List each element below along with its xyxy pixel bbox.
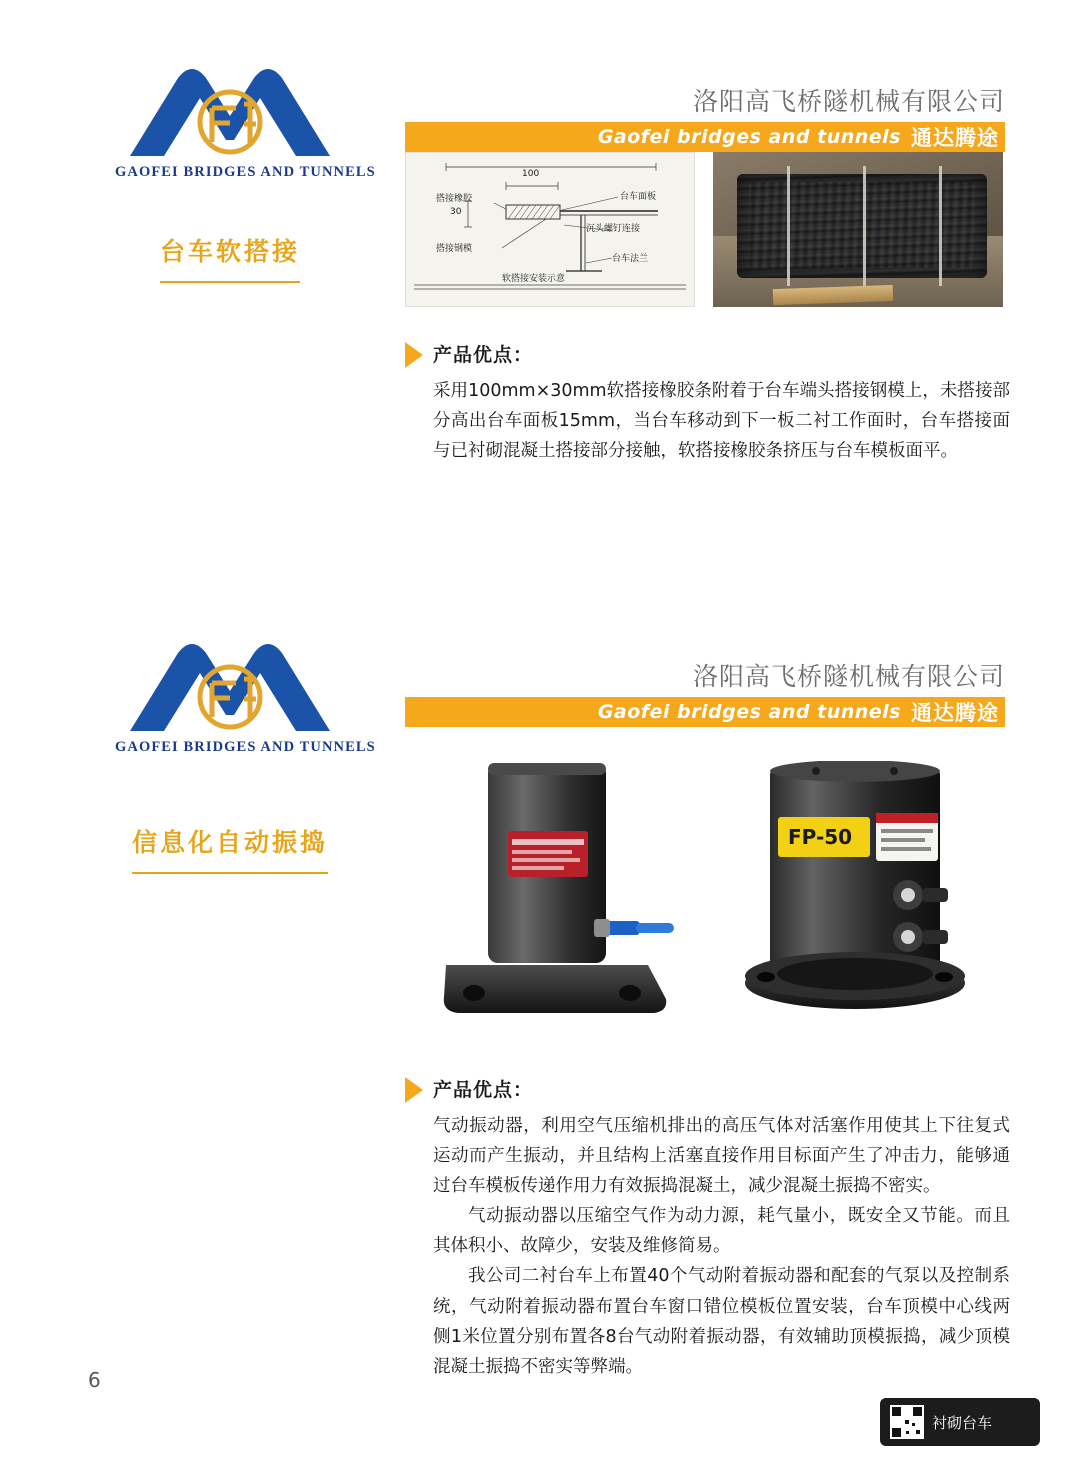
rubber-strip-photo (713, 152, 1003, 307)
pneumatic-vibrator-photo-vertical (730, 761, 1000, 1041)
section-2-banner (405, 663, 1005, 727)
advantage-body (433, 376, 1010, 466)
coil-strap-right (939, 166, 942, 286)
advantage-title: 产品优点： (433, 344, 534, 366)
advantage-header (405, 340, 1010, 368)
drawing-label-1: 100 (522, 169, 540, 179)
drawing-label-4: 搭接钢模 (436, 244, 473, 254)
banner-company-name-en: Gaofei bridges and tunnels (597, 125, 901, 148)
coil-strap-mid (863, 166, 866, 286)
vibrator-vertical-icon (730, 761, 1000, 1041)
drawing-label-7: 软搭接安装示意 (502, 274, 566, 284)
advantage-title: 产品优点： (433, 1079, 534, 1101)
drawing-label-5: 沉头螺钉连接 (586, 224, 641, 234)
section-1-left-column (80, 60, 380, 283)
triangle-bullet-icon (405, 342, 423, 368)
advantage-paragraph: 气动振动器以压缩空气作为动力源，耗气量小，既安全又节能。而且其体积小、故障少，安装及维修简易。 (433, 1206, 1010, 1257)
advantage-header (405, 1075, 1010, 1103)
section-2-title: 信息化自动振捣 (132, 823, 328, 874)
section-2-photos (430, 753, 1020, 1053)
section-1-title: 台车软搭接 (160, 232, 300, 283)
logo-mark-icon (120, 635, 340, 735)
banner-slogan: 通达腾途 (911, 125, 999, 150)
triangle-bullet-icon (405, 1077, 423, 1103)
section-2-left-column (80, 635, 380, 874)
rubber-coil (737, 174, 987, 278)
banner-slogan: 通达腾途 (911, 700, 999, 725)
advantage-body (433, 1111, 1010, 1382)
banner-bar (405, 122, 1005, 152)
logo-caption: GAOFEI BRIDGES AND TUNNELS (115, 739, 376, 755)
logo-caption: GAOFEI BRIDGES AND TUNNELS (115, 164, 376, 180)
coil-strap-left (787, 166, 790, 286)
banner-company-name-cn: 洛阳高飞桥隧机械有限公司 (692, 662, 1005, 691)
banner-company-name-cn: 洛阳高飞桥隧机械有限公司 (692, 87, 1005, 116)
section-1-banner (405, 88, 1005, 152)
advantage-paragraph: 采用100mm×30mm软搭接橡胶条附着于台车端头搭接钢模上，未搭接部分高出台车面板15mm，当台车移动到下一板二衬工作面时，台车搭接面与已衬砌混凝土搭接部分接触，软搭接橡胶条挤压与台车模板面平。 (433, 381, 1010, 462)
company-logo-2 (115, 635, 376, 755)
advantage-paragraph: 气动振动器，利用空气压缩机排出的高压气体对活塞作用使其上下往复式运动而产生振动，并且结构上活塞直接作用目标面产生了冲击力，能够通过台车模板传递作用力有效振捣混凝土，减少混凝土振捣不密实。 (433, 1116, 1010, 1197)
section-1-figures (405, 152, 1003, 307)
qr-code-icon (890, 1405, 924, 1439)
vibrator-model-label: FP-50 (788, 825, 853, 849)
pneumatic-vibrator-photo-side (430, 753, 700, 1033)
vibrator-side-icon (430, 753, 700, 1033)
qr-badge-label: 衬砌台车 (932, 1413, 993, 1432)
drawing-label-0: 搭接橡胶 (436, 194, 473, 204)
drawing-label-3: 台车面板 (620, 192, 657, 202)
banner-company-name-en: Gaofei bridges and tunnels (597, 700, 901, 723)
technical-drawing (405, 152, 695, 307)
drawing-label-2: 30 (450, 207, 462, 217)
advantage-paragraph: 我公司二衬台车上布置40个气动附着振动器和配套的气泵以及控制系统，气动附着振动器布置台车窗口错位模板位置安装，台车顶模中心线两侧1米位置分别布置各8台气动附着振动器，有效辅助顶模振捣，减少顶模混凝土振捣不密实等弊端。 (433, 1266, 1010, 1377)
wechat-qr-badge[interactable] (880, 1398, 1040, 1446)
banner-bar (405, 697, 1005, 727)
company-logo (115, 60, 376, 180)
section-2-advantages (405, 1075, 1010, 1382)
drawing-label-6: 台车法兰 (612, 254, 649, 264)
section-1-advantages (405, 340, 1010, 466)
logo-mark-icon (120, 60, 340, 160)
page-number: 6 (88, 1368, 101, 1392)
